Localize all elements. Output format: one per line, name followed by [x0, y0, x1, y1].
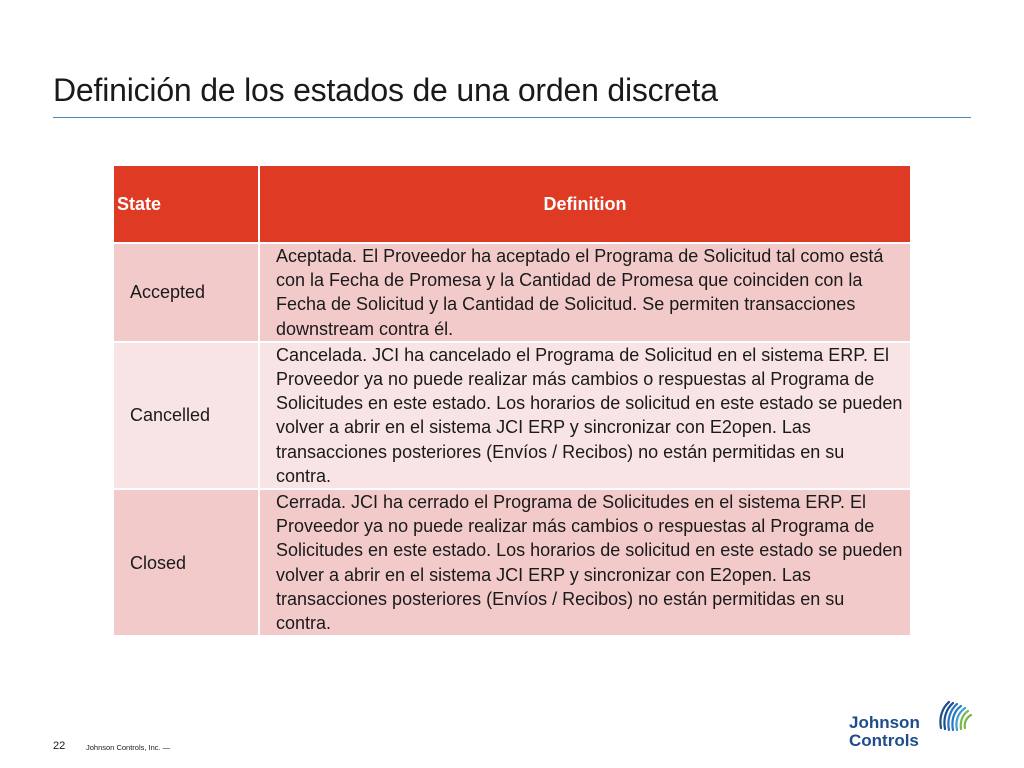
footer-company: Johnson Controls, Inc. — — [86, 743, 171, 752]
table-header-row — [113, 165, 911, 243]
johnson-controls-logo — [849, 698, 977, 754]
title-underline — [53, 117, 971, 118]
table-row — [113, 243, 911, 342]
logo-wordmark — [849, 714, 920, 750]
definition-cell: Cancelada. JCI ha cancelado el Programa de Solicitud en el sistema ERP. El Proveedor ya no puede realizar más cambios o respuestas al Programa de Solicitudes en este estado. Los horarios de solicitud en este estado se pueden volver a abrir en el sistema JCI ERP y sincronizar con E2open. Las transacciones posteriores (Envíos / Recibos) no están permitidas en su contra. — [259, 342, 911, 489]
definition-cell: Aceptada. El Proveedor ha aceptado el Programa de Solicitud tal como está con la Fecha de Promesa y la Cantidad de Promesa que coinciden con la Fecha de Solicitud y la Cantidad de Solicitud. Se permiten transacciones downstream contra él. — [259, 243, 911, 342]
logo-line-2: Controls — [849, 731, 919, 750]
state-cell: Cancelled — [113, 342, 259, 489]
state-cell: Closed — [113, 489, 259, 636]
slide-title: Definición de los estados de una orden discreta — [53, 72, 718, 108]
states-table — [112, 164, 912, 637]
table-row — [113, 342, 911, 489]
logo-line-1: Johnson — [849, 713, 920, 732]
header-definition: Definition — [259, 165, 911, 243]
state-cell: Accepted — [113, 243, 259, 342]
definition-cell: Cerrada. JCI ha cerrado el Programa de Solicitudes en el sistema ERP. El Proveedor ya no puede realizar más cambios o respuestas al Programa de Solicitudes en este estado. Los horarios de solicitud en este estado se pueden volver a abrir en el sistema JCI ERP y sincronizar con E2open. Las transacciones posteriores (Envíos / Recibos) no están permitidas en su contra. — [259, 489, 911, 636]
header-state: State — [113, 165, 259, 243]
logo-swirl-icon — [933, 698, 975, 738]
page-number: 22 — [53, 740, 66, 752]
table-row — [113, 489, 911, 636]
